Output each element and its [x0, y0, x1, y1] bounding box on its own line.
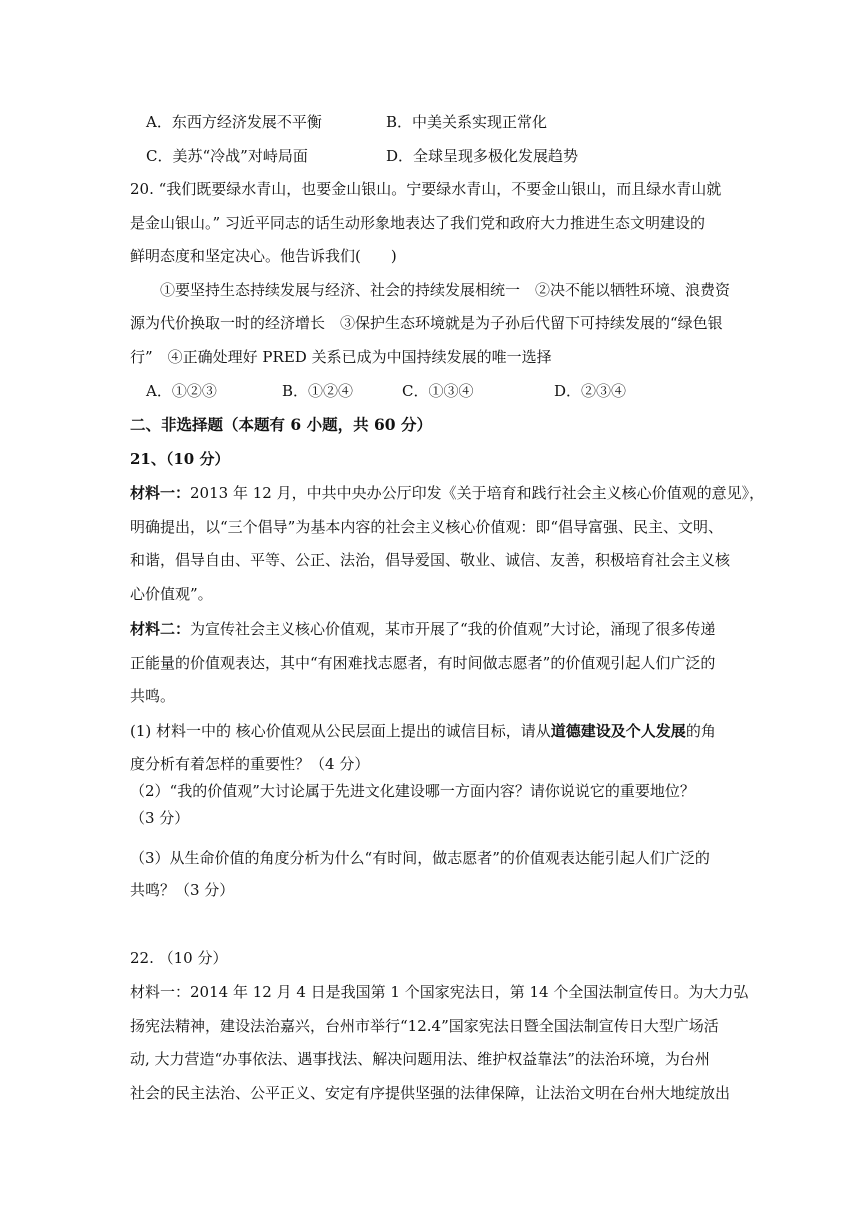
q21-material-2-line-2: 正能量的价值观表达，其中“有困难找志愿者，有时间做志愿者”的价值观引起人们广泛的: [130, 654, 716, 672]
q21-question-3-line-2: 共鸣？（3 分）: [130, 881, 235, 899]
q21-material-1-label: 材料一：: [130, 484, 191, 502]
q21-header: 21、（10 分）: [130, 450, 230, 468]
q21-material-2-line-3: 共鸣。: [130, 687, 176, 705]
q21-question-1-bold: 道德建设及个人发展: [550, 722, 686, 740]
q21-material-1-line-1: [130, 483, 764, 503]
q19-option-a: A．东西方经济发展不平衡: [146, 113, 322, 131]
q20-items-line-1: ①要坚持生态持续发展与经济、社会的持续发展相统一 ②决不能以牺牲环境、浪费资: [160, 281, 731, 299]
q20-option-a: A．①②③: [146, 382, 217, 400]
q22-header: 22. （10 分）: [130, 949, 228, 967]
q21-material-1-line-4: 心价值观”。: [130, 585, 213, 603]
q20-stem-line-2: 是金山银山。” 习近平同志的话生动形象地表达了我们党和政府大力推进生态文明建设的: [130, 214, 705, 232]
q22-material-1-line-1: 材料一：2014 年 12 月 4 日是我国第 1 个国家宪法日，第 14 个全国法制宣传日。为大力弘: [130, 983, 749, 1001]
q21-material-2-text: 为宣传社会主义核心价值观，某市开展了“我的价值观”大讨论，涌现了很多传递: [190, 620, 716, 638]
section-heading: 二、非选择题（本题有 6 小题，共 60 分）: [130, 415, 432, 434]
q22-material-1-line-4: 社会的民主法治、公平正义、安定有序提供坚强的法律保障，让法治文明在台州大地绽放出: [130, 1084, 731, 1102]
q22-material-1-line-3: 动, 大力营造“办事依法、遇事找法、解决问题用法、维护权益靠法”的法治环境，为台州: [130, 1050, 710, 1068]
q20-items-line-3: 行” ④正确处理好 PRED 关系已成为中国持续发展的唯一选择: [130, 348, 552, 366]
q21-question-1-pre: (1) 材料一中的 核心价值观从公民层面上提出的诚信目标，请从: [130, 722, 551, 740]
q20-option-b: B．①②④: [282, 382, 354, 400]
q20-items-line-2: 源为代价换取一时的经济增长 ③保护生态环境就是为子孙后代留下可持续发展的“绿色银: [130, 314, 723, 332]
q20-option-c: C．①③④: [402, 382, 474, 400]
q19-option-d: D．全球呈现多极化发展趋势: [386, 147, 579, 165]
q19-option-c: C．美苏“冷战”对峙局面: [146, 147, 308, 165]
q20-stem-line-3: 鲜明态度和坚定决心。他告诉我们( ): [130, 247, 397, 265]
q21-question-1-post: 的角: [685, 722, 716, 740]
q20-option-d: D．②③④: [554, 382, 627, 400]
q21-material-1-line-3: 和谐，倡导自由、平等、公正、法治，倡导爱国、敬业、诚信、友善，积极培育社会主义核: [130, 551, 731, 569]
q21-question-3-line-1: （3）从生命价值的角度分析为什么“有时间，做志愿者”的价值观表达能引起人们广泛的: [130, 849, 710, 867]
q21-question-2-line-1: （2）“我的价值观”大讨论属于先进文化建设哪一方面内容？请你说说它的重要地位？: [130, 782, 695, 800]
q21-question-2-line-2: （3 分）: [130, 809, 190, 827]
q21-question-1-line-1: [130, 721, 716, 741]
q20-stem-line-1: 20. “我们既要绿水青山，也要金山银山。宁要绿水青山，不要金山银山，而且绿水青山就: [130, 180, 722, 198]
q21-question-1-line-2: 度分析有着怎样的重要性？（4 分）: [130, 755, 370, 773]
q21-material-1-text: 2013 年 12 月，中共中央办公厅印发《关于培育和践行社会主义核心价值观的意见》，: [190, 484, 765, 502]
q21-material-1-line-2: 明确提出，以“三个倡导”为基本内容的社会主义核心价值观：即“倡导富强、民主、文明、: [130, 518, 724, 536]
q21-material-2-line-1: [130, 619, 715, 639]
q21-material-2-label: 材料二：: [130, 620, 191, 638]
q22-material-1-line-2: 扬宪法精神，建设法治嘉兴，台州市举行“12.4”国家宪法日暨全国法制宣传日大型广场活: [130, 1017, 719, 1035]
q19-option-b: B．中美关系实现正常化: [386, 113, 548, 131]
